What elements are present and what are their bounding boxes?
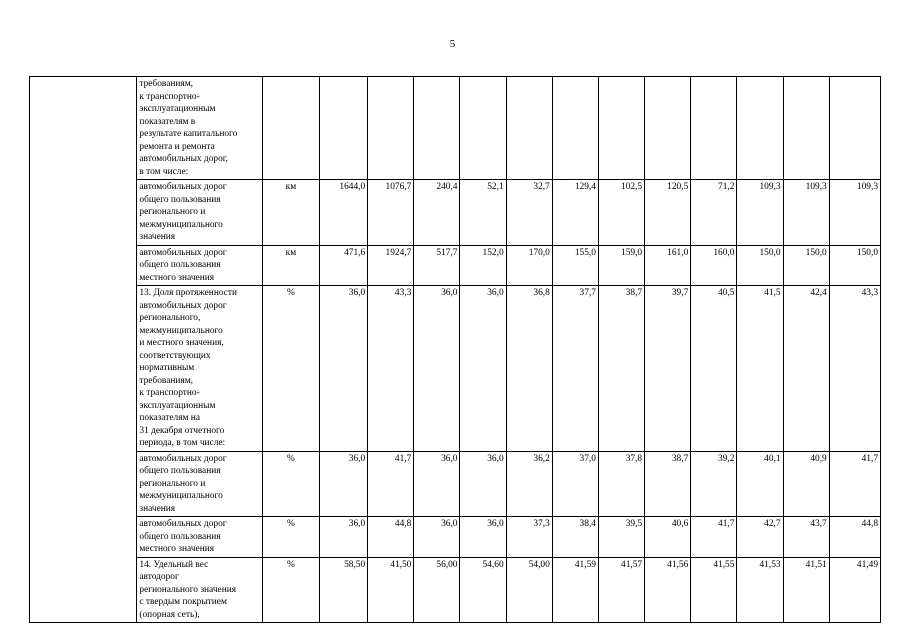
indicator-name-cell xyxy=(137,557,262,623)
table-row xyxy=(30,517,881,558)
indicator-name-line: автомобильных дорог xyxy=(139,519,227,529)
section-number-cell xyxy=(30,77,137,623)
value-cell: 36,0 xyxy=(460,451,506,517)
page-number: 5 xyxy=(449,38,456,50)
indicator-name-line: местного значения xyxy=(139,544,215,554)
value-cell: 37,3 xyxy=(506,517,552,558)
indicator-name-line: результате капитального xyxy=(139,129,238,139)
value-cell: 41,7 xyxy=(829,451,880,517)
value-cell: 150,0 xyxy=(829,245,880,286)
value-cell: 38,7 xyxy=(645,451,691,517)
value-cell xyxy=(414,77,460,180)
indicator-name-line: регионального, xyxy=(139,313,201,323)
indicator-name-cell xyxy=(137,517,262,558)
table-row xyxy=(30,245,881,286)
value-cell: 161,0 xyxy=(645,245,691,286)
value-cell: 43,7 xyxy=(783,517,829,558)
indicator-name-cell xyxy=(137,286,262,452)
value-cell: 36,0 xyxy=(414,451,460,517)
unit-cell: км xyxy=(262,245,319,286)
unit-cell: % xyxy=(262,557,319,623)
indicator-name-line: показателям в xyxy=(139,116,196,127)
value-cell: 54,00 xyxy=(506,557,552,623)
value-cell: 39,2 xyxy=(691,451,737,517)
value-cell: 37,8 xyxy=(598,451,644,517)
indicator-name-line: автомобильных дорог, xyxy=(139,154,228,164)
value-cell: 41,53 xyxy=(737,557,783,623)
value-cell: 32,7 xyxy=(506,180,552,246)
value-cell xyxy=(368,77,414,180)
value-cell xyxy=(645,77,691,180)
value-cell: 56,00 xyxy=(414,557,460,623)
indicator-name-line: автомобильных дорог xyxy=(139,453,227,464)
value-cell: 58,50 xyxy=(320,557,368,623)
value-cell: 52,1 xyxy=(460,180,506,246)
value-cell: 36,0 xyxy=(414,286,460,452)
indicator-name-line: с твердым покрытием xyxy=(139,597,227,607)
indicator-name-line: эксплуатационным xyxy=(139,104,216,114)
value-cell: 41,49 xyxy=(829,557,880,623)
indicator-name-line: местного значения xyxy=(139,272,215,283)
value-cell: 36,0 xyxy=(414,517,460,558)
value-cell: 160,0 xyxy=(691,245,737,286)
value-cell xyxy=(598,77,644,180)
table-row xyxy=(30,77,881,180)
indicator-name-line: и местного значения, xyxy=(139,338,224,348)
table-body xyxy=(30,77,881,623)
value-cell: 44,8 xyxy=(368,517,414,558)
indicator-name-line: автомобильных дорог xyxy=(139,247,227,258)
indicator-name-line: эксплуатационным xyxy=(139,400,216,411)
value-cell: 44,8 xyxy=(829,517,880,558)
unit-cell: % xyxy=(262,286,319,452)
value-cell: 41,7 xyxy=(691,517,737,558)
indicators-table xyxy=(29,76,881,623)
indicator-name-line: нормативным xyxy=(139,363,195,373)
value-cell: 43,3 xyxy=(829,286,880,452)
value-cell: 36,0 xyxy=(460,286,506,452)
value-cell: 517,7 xyxy=(414,245,460,286)
indicator-name-line: показателям на xyxy=(139,413,200,423)
value-cell: 54,60 xyxy=(460,557,506,623)
value-cell: 40,5 xyxy=(691,286,737,452)
value-cell: 36,2 xyxy=(506,451,552,517)
value-cell: 170,0 xyxy=(506,245,552,286)
value-cell: 109,3 xyxy=(737,180,783,246)
indicator-name-line: в том числе: xyxy=(139,166,189,177)
value-cell: 41,50 xyxy=(368,557,414,623)
value-cell: 120,5 xyxy=(645,180,691,246)
table-row xyxy=(30,557,881,623)
indicator-name-line: 14. Удельный вес xyxy=(139,559,209,570)
indicator-name-line: периода, в том числе: xyxy=(139,438,226,448)
value-cell: 42,7 xyxy=(737,517,783,558)
value-cell xyxy=(506,77,552,180)
value-cell: 240,4 xyxy=(414,180,460,246)
indicator-name-cell xyxy=(137,245,262,286)
value-cell: 150,0 xyxy=(737,245,783,286)
value-cell xyxy=(829,77,880,180)
indicator-name-line: требованиям, xyxy=(139,79,193,89)
value-cell: 41,51 xyxy=(783,557,829,623)
value-cell: 40,6 xyxy=(645,517,691,558)
value-cell xyxy=(320,77,368,180)
value-cell: 155,0 xyxy=(552,245,598,286)
unit-cell: % xyxy=(262,517,319,558)
value-cell: 43,3 xyxy=(368,286,414,452)
value-cell: 38,4 xyxy=(552,517,598,558)
indicator-name-line: к транспортно- xyxy=(139,91,200,102)
indicator-name-line: ремонта и ремонта xyxy=(139,141,215,152)
indicator-name-line: к транспортно- xyxy=(139,388,200,398)
table-row xyxy=(30,451,881,517)
value-cell: 129,4 xyxy=(552,180,598,246)
indicator-name-line: 13. Доля протяженности xyxy=(139,288,238,298)
value-cell: 39,5 xyxy=(598,517,644,558)
value-cell xyxy=(737,77,783,180)
value-cell: 36,0 xyxy=(320,451,368,517)
value-cell: 41,59 xyxy=(552,557,598,623)
indicator-name-line: регионального значения xyxy=(139,584,237,595)
value-cell: 37,0 xyxy=(552,451,598,517)
value-cell xyxy=(552,77,598,180)
value-cell: 109,3 xyxy=(783,180,829,246)
indicator-name-cell xyxy=(137,180,262,246)
value-cell: 41,56 xyxy=(645,557,691,623)
value-cell: 159,0 xyxy=(598,245,644,286)
value-cell: 36,8 xyxy=(506,286,552,452)
value-cell: 1076,7 xyxy=(368,180,414,246)
value-cell: 40,1 xyxy=(737,451,783,517)
value-cell: 36,0 xyxy=(320,286,368,452)
indicator-name-line: автодорог xyxy=(139,572,179,582)
value-cell xyxy=(783,77,829,180)
unit-cell: % xyxy=(262,451,319,517)
unit-cell: км xyxy=(262,180,319,246)
table-row xyxy=(30,180,881,246)
indicator-name-line: требованиям, xyxy=(139,375,193,386)
indicator-name-line: автомобильных дорог xyxy=(139,300,227,311)
value-cell: 71,2 xyxy=(691,180,737,246)
value-cell: 38,7 xyxy=(598,286,644,452)
indicator-name-line: межмуниципального xyxy=(139,219,223,230)
indicator-name-line: общего пользования xyxy=(139,466,221,476)
indicator-name-line: межмуниципального xyxy=(139,491,223,501)
table-row xyxy=(30,286,881,452)
indicator-name-line: 31 декабря отчетного xyxy=(139,425,225,436)
value-cell: 102,5 xyxy=(598,180,644,246)
value-cell: 1644,0 xyxy=(320,180,368,246)
indicator-name-line: соответствующих xyxy=(139,350,211,361)
value-cell: 109,3 xyxy=(829,180,880,246)
indicator-name-line: общего пользования xyxy=(139,260,221,270)
indicator-name-line: межмуниципального xyxy=(139,325,223,336)
value-cell: 39,7 xyxy=(645,286,691,452)
value-cell: 41,55 xyxy=(691,557,737,623)
indicator-name-line: значения xyxy=(139,503,176,514)
indicator-name-line: (опорная сеть), xyxy=(139,609,200,620)
indicator-name-line: общего пользования xyxy=(139,531,221,542)
indicator-name-cell xyxy=(137,77,262,180)
value-cell xyxy=(460,77,506,180)
value-cell: 41,5 xyxy=(737,286,783,452)
indicator-name-line: значения xyxy=(139,232,176,242)
value-cell: 36,0 xyxy=(320,517,368,558)
value-cell: 40,9 xyxy=(783,451,829,517)
value-cell: 150,0 xyxy=(783,245,829,286)
indicator-name-cell xyxy=(137,451,262,517)
value-cell: 36,0 xyxy=(460,517,506,558)
unit-cell xyxy=(262,77,319,180)
indicator-name-line: регионального и xyxy=(139,478,206,489)
value-cell: 1924,7 xyxy=(368,245,414,286)
value-cell: 42,4 xyxy=(783,286,829,452)
value-cell: 471,6 xyxy=(320,245,368,286)
value-cell xyxy=(691,77,737,180)
value-cell: 41,57 xyxy=(598,557,644,623)
indicator-name-line: автомобильных дорог xyxy=(139,182,227,192)
value-cell: 37,7 xyxy=(552,286,598,452)
indicator-name-line: общего пользования xyxy=(139,194,221,205)
value-cell: 152,0 xyxy=(460,245,506,286)
value-cell: 41,7 xyxy=(368,451,414,517)
indicator-name-line: регионального и xyxy=(139,207,206,217)
